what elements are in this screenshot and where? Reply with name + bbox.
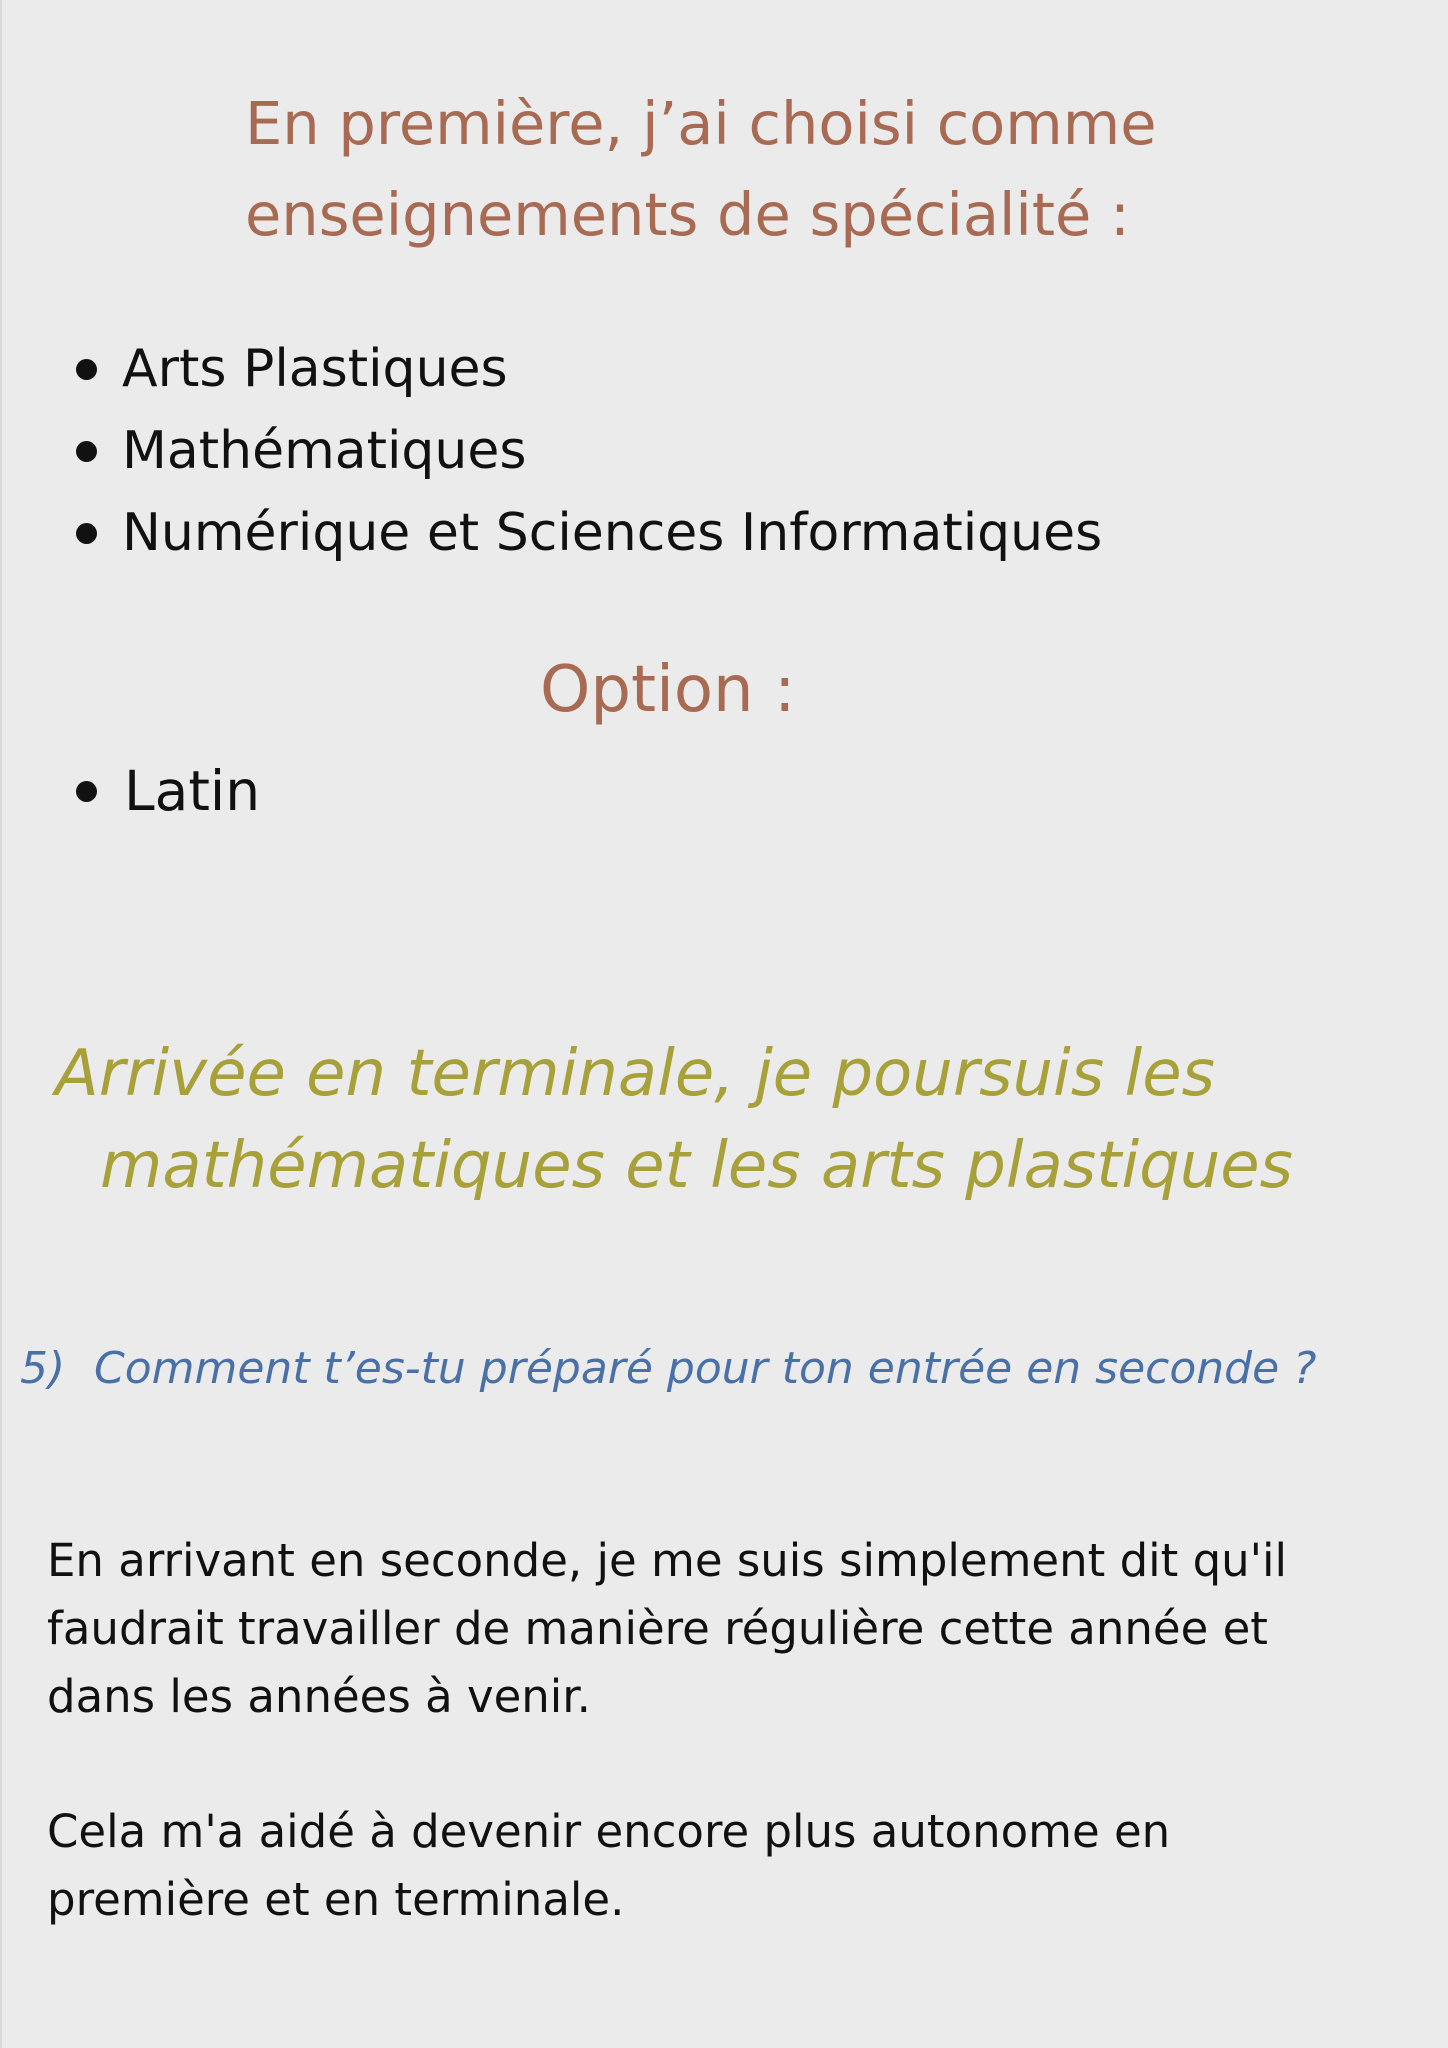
list-item (72, 410, 1102, 492)
page-edge (0, 0, 2, 2048)
option-list (72, 750, 260, 832)
bullet-icon (76, 441, 97, 462)
specialites-list (72, 328, 1102, 574)
bullet-icon (76, 781, 97, 802)
question-heading (20, 1340, 1316, 1398)
list-item-label: Arts Plastiques (122, 339, 508, 399)
question-number: 5) (20, 1343, 66, 1394)
list-item (72, 328, 1102, 410)
bullet-icon (76, 523, 97, 544)
bullet-icon (76, 359, 97, 380)
terminale-statement-line-2: mathématiques et les arts plastiques (100, 1129, 1293, 1203)
option-heading: Option : (540, 653, 796, 727)
specialites-heading: En première, j’ai choisi comme enseignements de spécialité : (245, 89, 1157, 249)
question-text: Comment t’es-tu préparé pour ton entrée en seconde ? (94, 1343, 1317, 1394)
terminale-statement-line-1: Arrivée en terminale, je poursuis les (55, 1037, 1215, 1111)
list-item (72, 750, 260, 832)
answer-paragraph-2: Cela m'a aidé à devenir encore plus autonome en première et en terminale. (47, 1805, 1171, 1926)
answer-paragraph-1: En arrivant en seconde, je me suis simplement dit qu'il faudrait travailler de manière régulière cette année et dans les années à venir. (47, 1534, 1288, 1723)
list-item-label: Latin (124, 759, 261, 823)
list-item (72, 492, 1102, 574)
list-item-label: Numérique et Sciences Informatiques (122, 503, 1103, 563)
list-item-label: Mathématiques (122, 421, 527, 481)
